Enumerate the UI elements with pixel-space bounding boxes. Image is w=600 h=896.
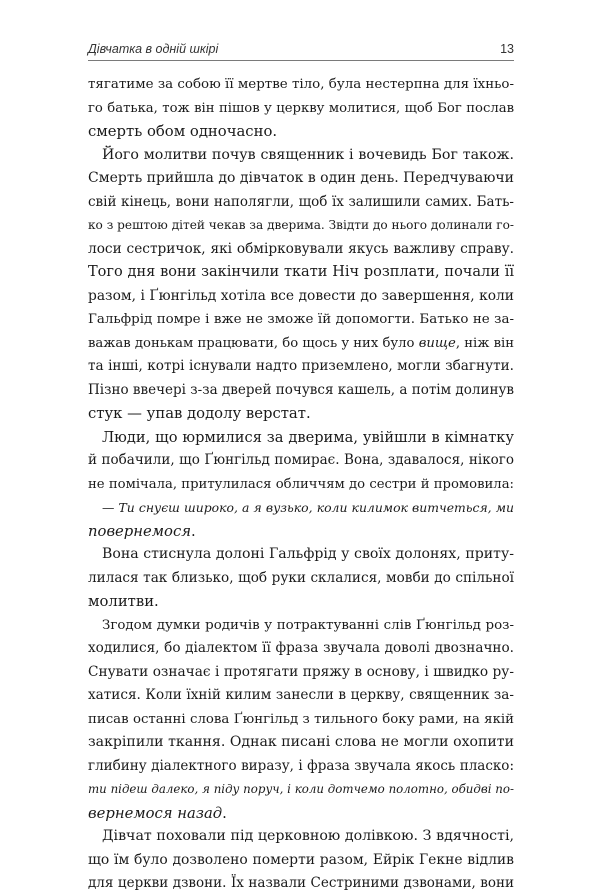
text-line: та інші, котрі існували надто приземлено, могли збагнути. — [88, 358, 514, 374]
text-line: Гальфрід помре і вже не зможе їй допомогти. Батько не за- — [88, 312, 514, 327]
text-line: стук — упав додолу верстат. — [88, 405, 311, 422]
dialogue-line: — Ти снуєш широко, а я вузько, коли килимок витчеться, ми — [102, 500, 514, 515]
text-line: не помічала, притулилася обличчям до сестри й промовила: — [88, 476, 514, 492]
body-text — [88, 73, 514, 896]
italic-quote: Ти снуєш широко, а я вузько, коли килимок витчеться, ми — [118, 500, 514, 515]
text-line: вернемося назад. — [88, 804, 227, 822]
paragraph-first-line: Люди, що юрмилися за дверима, увійшли в кімнатку — [102, 428, 514, 446]
text-line: хатися. Коли їхній килим занесли в церкву, священник за- — [88, 687, 514, 703]
text-line: лилася так близько, щоб руки склалися, мовби до спільної — [88, 569, 514, 586]
text-line: глибину діалектного виразу, і фраза звучала якось пласко: — [88, 757, 514, 774]
italic-quote: повернемося — [88, 522, 192, 540]
text-line: ходилися, бо діалектом її фраза звучала доволі двозначно. — [88, 640, 514, 656]
paragraph-first-line: Згодом думки родичів у потрактуванні слів Ґюнгільд роз- — [102, 617, 514, 633]
text-line: й побачили, що Ґюнгільд помирає. Вона, здавалося, нікого — [88, 452, 514, 468]
running-header — [88, 42, 514, 61]
text-line: Пізно ввечері з-за дверей почувся кашель, а потім долинув — [88, 381, 514, 398]
italic-quote: вернемося назад — [88, 804, 223, 822]
paragraph-first-line: Вона стиснула долоні Гальфрід у своїх долонях, приту- — [102, 546, 514, 562]
text-line — [88, 778, 514, 802]
text-line: го батька, тож він пішов у церкву молитися, щоб Бог послав — [88, 100, 514, 116]
text-line: свій кінець, вони наполягли, щоб їх залишили самих. Бать- — [88, 193, 514, 210]
text-line: важав донькам працювати, бо щось у них було вище, ніж він — [88, 335, 515, 351]
italic-quote: ти підеш далеко, я піду поруч, і коли дотчемо полотно, обидві по- — [88, 782, 514, 796]
text-line: тягатиме за собою її мертве тіло, була нестерпна для їхньо- — [88, 77, 514, 92]
dialogue-line: повернемося. — [88, 522, 196, 540]
text-line: Того дня вони закінчили ткати Ніч розплати, почали її — [88, 264, 514, 280]
text-line: разом, і Ґюнгільд хотіла все довести до завершення, коли — [88, 287, 514, 304]
text-line: Снувати означає і протягати пряжу в основу, і швидко ру- — [88, 663, 514, 680]
running-header-title: Дівчатка в одній шкірі — [88, 42, 219, 56]
text-line: ко з рештою дітей чекав за дверима. Звідти до нього долинали го- — [88, 218, 514, 232]
text-line: смерть обом одночасно. — [88, 123, 278, 140]
text-line: що їм було дозволено померти разом, Ейрік Гекне відлив — [88, 851, 514, 868]
text-line: писав останні слова Ґюнгільд з тильного боку рами, на якій — [88, 711, 514, 727]
italic-emphasis: вище — [418, 335, 456, 351]
text-line: лоси сестричок, які обмірковували якусь важливу справу. — [88, 240, 514, 257]
text-line: закріпили ткання. Однак писані слова не могли охопити — [88, 734, 514, 750]
text-line: для церкви дзвони. Їх назвали Сестриними дзвонами, вони — [88, 875, 514, 891]
page-number: 13 — [500, 42, 514, 56]
text-line: Смерть прийшла до дівчаток в один день. Передчуваючи — [88, 170, 514, 186]
paragraph-first-line: Дівчат поховали під церковною долівкою. З вдячності, — [102, 828, 514, 844]
text-line: молитви. — [88, 593, 159, 610]
paragraph-first-line: Його молитви почув священник і вочевидь Бог також. — [102, 146, 514, 163]
